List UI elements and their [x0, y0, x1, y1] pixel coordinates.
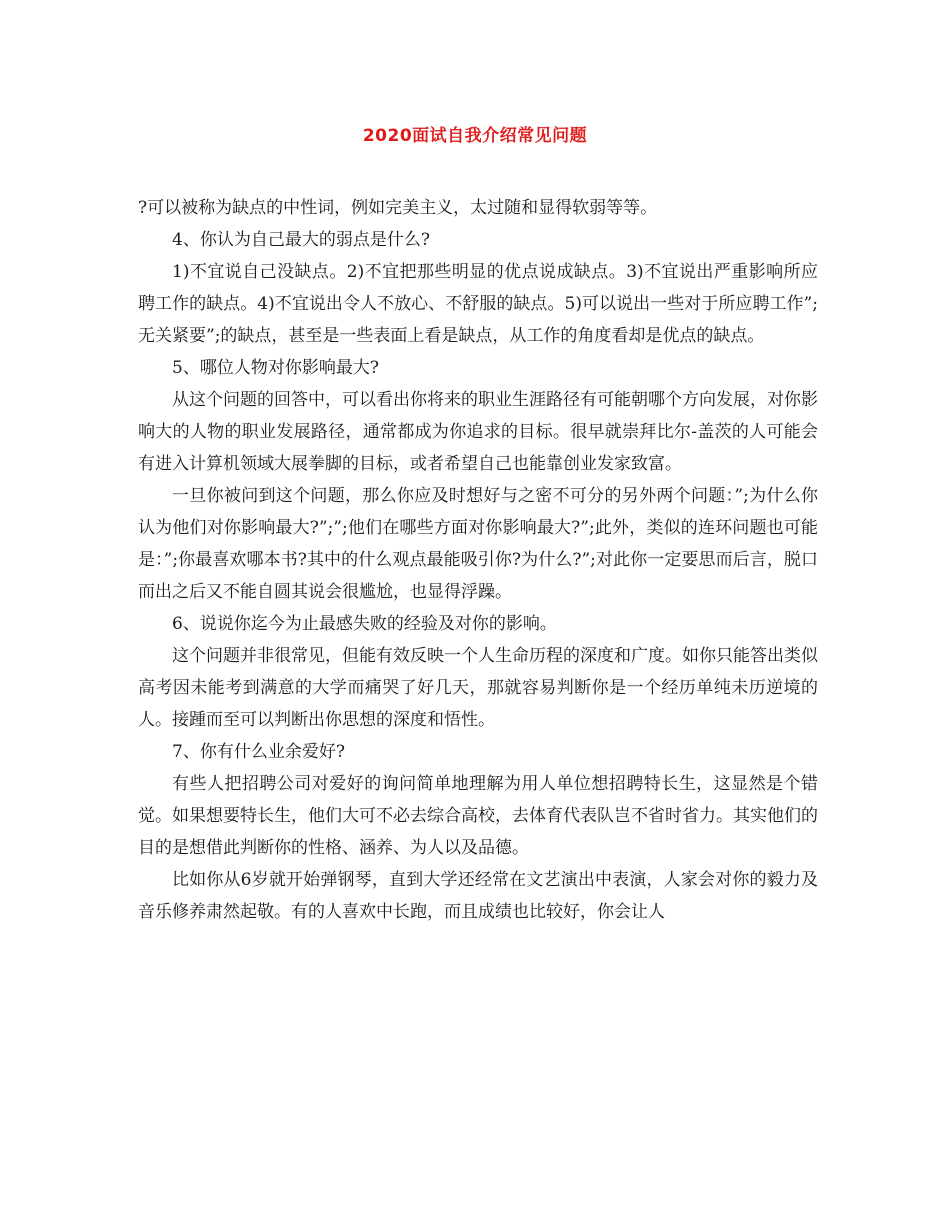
paragraph: ?可以被称为缺点的中性词，例如完美主义，太过随和显得软弱等等。 [138, 198, 658, 218]
paragraph: 5、哪位人物对你影响最大? [172, 358, 379, 378]
paragraph: 从这个问题的回答中，可以看出你将来的职业生涯路径有可能朝哪个方向发展，对你影响大的人物的职业发展路径，通常都成为你追求的目标。很早就崇拜比尔-盖茨的人可能会有进入计算机领域大展拳脚的目标，或者希望自己也能靠创业发家致富。 [138, 390, 818, 474]
paragraph: 4、你认为自己最大的弱点是什么? [172, 230, 430, 250]
document-title: 2020面试自我介绍常见问题 [362, 126, 588, 146]
paragraph: 有些人把招聘公司对爱好的询问简单地理解为用人单位想招聘特长生，这显然是个错觉。如果想要特长生，他们大可不必去综合高校，去体育代表队岂不省时省力。其实他们的目的是想借此判断你的性格、涵养、为人以及品德。 [138, 774, 818, 858]
paragraph: 一旦你被问到这个问题，那么你应及时想好与之密不可分的另外两个问题：”;为什么你认为他们对你影响最大?”;”;他们在哪些方面对你影响最大?”;此外，类似的连环问题也可能是：”;你最喜欢哪本书?其中的什么观点最能吸引你?为什么?”;对此你一定要思而后言，脱口而出之后又不能自圆其说会很尴尬，也显得浮躁。 [138, 486, 818, 602]
paragraph: 比如你从6岁就开始弹钢琴，直到大学还经常在文艺演出中表演，人家会对你的毅力及音乐修养肃然起敬。有的人喜欢中长跑，而且成绩也比较好，你会让人 [138, 870, 818, 922]
paragraph: 7、你有什么业余爱好? [172, 742, 345, 762]
paragraph: 这个问题并非很常见，但能有效反映一个人生命历程的深度和广度。如你只能答出类似高考因未能考到满意的大学而痛哭了好几天，那就容易判断你是一个经历单纯未历逆境的人。接踵而至可以判断出你思想的深度和悟性。 [138, 646, 818, 730]
paragraph: 6、说说你迄今为止最感失败的经验及对你的影响。 [172, 614, 557, 634]
paragraph: 1)不宜说自己没缺点。2)不宜把那些明显的优点说成缺点。3)不宜说出严重影响所应聘工作的缺点。4)不宜说出令人不放心、不舒服的缺点。5)可以说出一些对于所应聘工作”;无关紧要”;的缺点，甚至是一些表面上看是缺点，从工作的角度看却是优点的缺点。 [138, 262, 818, 346]
document-body [138, 192, 818, 928]
